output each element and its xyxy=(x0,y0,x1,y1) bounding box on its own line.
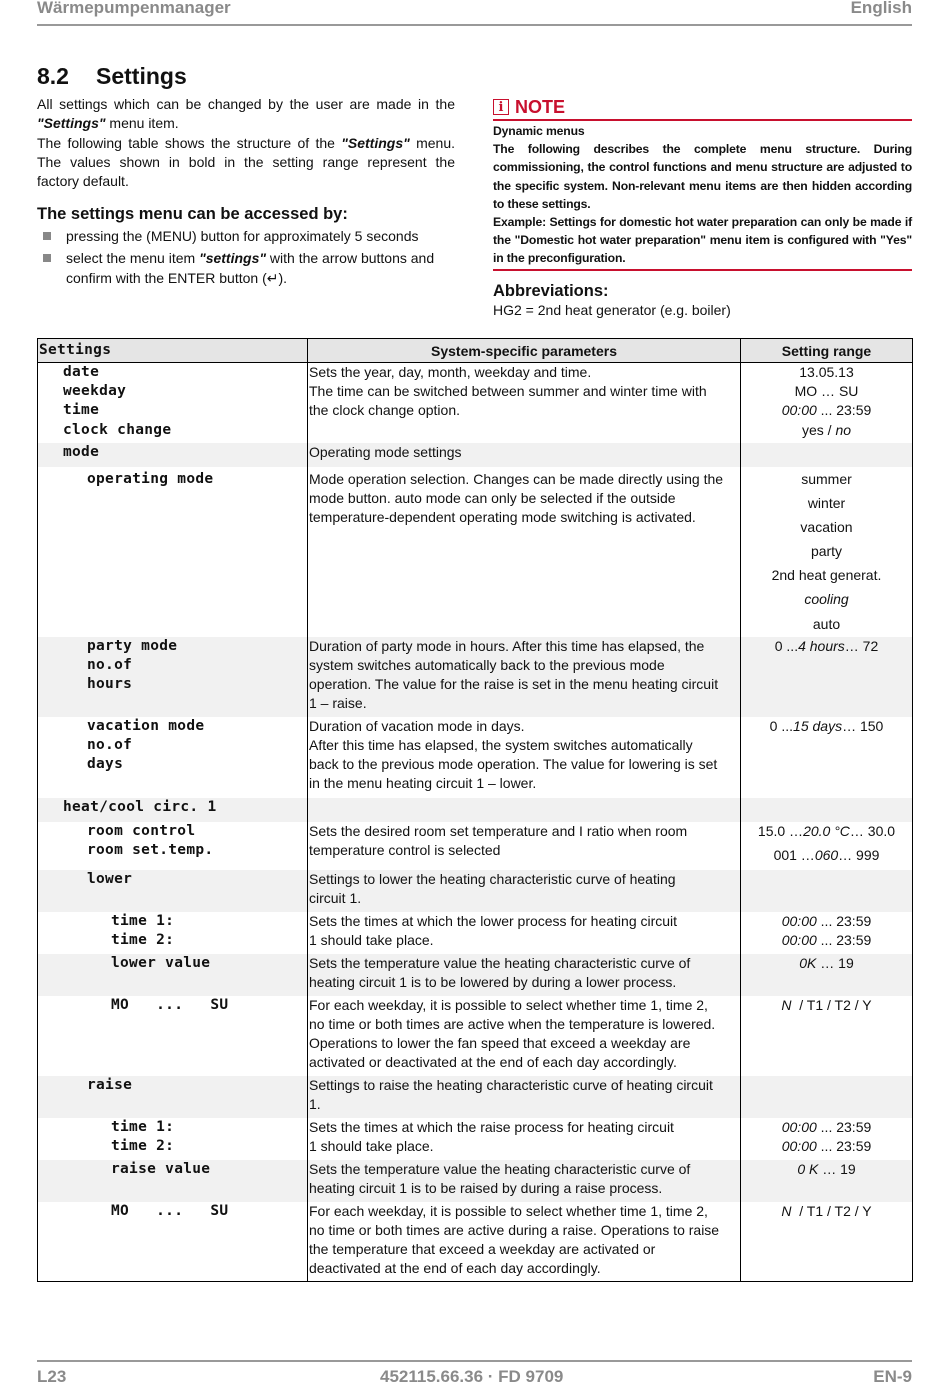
table-row xyxy=(38,1160,913,1202)
header-range: Setting range xyxy=(741,339,913,363)
note-box xyxy=(493,97,912,271)
table-row xyxy=(38,870,913,912)
menu-items: vacation mode no.of days xyxy=(38,717,308,798)
setting-range: 15.0 …20.0 °C… 30.0 001 …060… 999 xyxy=(741,822,913,870)
abbreviations xyxy=(493,282,912,320)
note-header xyxy=(493,97,912,121)
note-line: the "Domestic hot water preparation" menu item is configured with "Yes" xyxy=(493,233,912,248)
intro-line: The following table shows the structure of the "Settings" menu. xyxy=(37,134,455,151)
note-line: Example: Settings for domestic hot water preparation can only be made if xyxy=(493,215,912,230)
menu-item: lower value xyxy=(38,954,308,996)
access-heading: The settings menu can be accessed by: xyxy=(37,205,348,223)
section-heading xyxy=(37,63,187,90)
menu-item: MO ... SU xyxy=(38,1202,308,1282)
setting-range xyxy=(741,870,913,912)
description: Sets the temperature value the heating characteristic curve of heating circuit 1 is to be lowered by during a lower process. xyxy=(308,954,741,996)
table-row xyxy=(38,1118,913,1160)
table-row xyxy=(38,717,913,798)
menu-item: raise xyxy=(38,1076,308,1118)
note-line: commissioning, the control functions and menu structure are adjusted to xyxy=(493,160,912,175)
description: Sets the times at which the lower process for heating circuit 1 should take place. xyxy=(308,912,741,954)
description: Mode operation selection. Changes can be made directly using the mode button. auto mode can only be selected if the outside temperature-dependent operating mode switching is activated. xyxy=(308,467,741,637)
menu-items: room control room set.temp. xyxy=(38,822,308,870)
table-row xyxy=(38,822,913,870)
menu-item: heat/cool circ. 1 xyxy=(38,798,308,822)
intro-line: The values shown in bold in the setting range represent the xyxy=(37,153,455,170)
list-item: select the menu item "settings" with the arrow buttons and confirm with the ENTER button (↵). xyxy=(43,249,459,288)
access-list xyxy=(43,227,459,291)
header-language: English xyxy=(850,0,912,17)
note-line: the specific system. Non-relevant menu items are then hidden according xyxy=(493,178,912,193)
setting-range: 00:00 ... 23:59 00:00 ... 23:59 xyxy=(741,1118,913,1160)
menu-item: MO ... SU xyxy=(38,996,308,1076)
intro-line: All settings which can be changed by the user are made in the xyxy=(37,96,455,112)
description: For each weekday, it is possible to select whether time 1, time 2, no time or both times are active during a raise. Operations to raise the temperature that exceed a weekday are activated or deactivated at the end of each day accordingly. xyxy=(308,1202,741,1282)
description: Duration of party mode in hours. After this time has elapsed, the system switches automatically back to the previous mode operation. The value for the raise is set in the menu heating circuit 1 – raise. xyxy=(308,637,741,717)
description: Operating mode settings xyxy=(308,443,741,467)
note-line: to these settings. xyxy=(493,196,591,211)
description: Sets the desired room set temperature and I ratio when room temperature control is selected xyxy=(308,822,741,870)
description xyxy=(308,798,741,822)
header-title: Wärmepumpenmanager xyxy=(37,0,231,17)
table-row xyxy=(38,912,913,954)
setting-range: summer winter vacation party 2nd heat generat. cooling auto xyxy=(741,467,913,637)
note-body xyxy=(493,121,912,268)
setting-range: 0 K … 19 xyxy=(741,1160,913,1202)
bullet-square-icon xyxy=(43,254,51,262)
setting-range: N / T1 / T2 / Y xyxy=(741,996,913,1076)
page-header xyxy=(37,0,912,26)
menu-item: operating mode xyxy=(38,467,308,637)
description: Settings to raise the heating characteristic curve of heating circuit 1. xyxy=(308,1076,741,1118)
settings-table xyxy=(37,338,913,1282)
description: Duration of vacation mode in days. After this time has elapsed, the system switches automatically back to the previous mode operation. The value for lowering is set in the menu heating circuit 1 – lower. xyxy=(308,717,741,798)
setting-range: 0 ...4 hours… 72 xyxy=(741,637,913,717)
note-title: NOTE xyxy=(515,97,566,117)
table-row xyxy=(38,798,913,822)
setting-range: 13.05.13 MO … SU 00:00 ... 23:59 yes / no xyxy=(741,363,913,443)
menu-item: mode xyxy=(38,443,308,467)
description: For each weekday, it is possible to select whether time 1, time 2, no time or both times are active when the temperature is lowered. Operations to lower the fan speed that exceed a weekday are activated or deactivated at the end of each day accordingly. xyxy=(308,996,741,1076)
table-header-row xyxy=(38,339,913,363)
setting-range xyxy=(741,798,913,822)
note-line: The following describes the complete menu structure. During xyxy=(493,142,912,157)
setting-range: 00:00 ... 23:59 00:00 ... 23:59 xyxy=(741,912,913,954)
footer-doc-number: 452115.66.36 · FD 9709 xyxy=(380,1367,564,1386)
note-subtitle: Dynamic menus xyxy=(493,124,585,138)
table-row xyxy=(38,954,913,996)
description: Settings to lower the heating characteristic curve of heating circuit 1. xyxy=(308,870,741,912)
footer-page-number: EN-9 xyxy=(873,1367,912,1386)
list-item: pressing the (MENU) button for approximately 5 seconds xyxy=(43,227,459,246)
description: Sets the times at which the raise process for heating circuit 1 should take place. xyxy=(308,1118,741,1160)
page-footer xyxy=(37,1360,912,1386)
description: Sets the year, day, month, weekday and time. The time can be switched between summer and winter time with the clock change option. xyxy=(308,363,741,443)
intro-line: "Settings" menu item. xyxy=(37,115,179,132)
section-number: 8.2 xyxy=(37,63,69,89)
table-row xyxy=(38,637,913,717)
abbreviations-text: HG2 = 2nd heat generator (e.g. boiler) xyxy=(493,302,731,318)
menu-items: time 1: time 2: xyxy=(38,1118,308,1160)
menu-item: lower xyxy=(38,870,308,912)
table-row xyxy=(38,1202,913,1282)
setting-range xyxy=(741,1076,913,1118)
menu-item: raise value xyxy=(38,1160,308,1202)
note-divider xyxy=(493,269,912,271)
table-row xyxy=(38,1076,913,1118)
table-row xyxy=(38,363,913,443)
table-row xyxy=(38,467,913,637)
table-row xyxy=(38,996,913,1076)
menu-items: date weekday time clock change xyxy=(38,363,308,443)
bullet-square-icon xyxy=(43,232,51,240)
intro-text xyxy=(37,95,455,191)
header-settings: Settings xyxy=(38,339,308,363)
setting-range: N / T1 / T2 / Y xyxy=(741,1202,913,1282)
setting-range xyxy=(741,443,913,467)
setting-range: 0 ...15 days… 150 xyxy=(741,717,913,798)
description: Sets the temperature value the heating characteristic curve of heating circuit 1 is to be raised by during a raise process. xyxy=(308,1160,741,1202)
header-parameters: System-specific parameters xyxy=(308,339,741,363)
note-line: in the preconfiguration. xyxy=(493,251,626,266)
setting-range: 0K … 19 xyxy=(741,954,913,996)
menu-items: party mode no.of hours xyxy=(38,637,308,717)
footer-left: L23 xyxy=(37,1367,67,1386)
abbreviations-title: Abbreviations: xyxy=(493,282,609,300)
info-icon: i xyxy=(493,99,509,115)
section-title: Settings xyxy=(96,63,187,89)
intro-line: factory default. xyxy=(37,173,129,190)
menu-items: time 1: time 2: xyxy=(38,912,308,954)
table-row xyxy=(38,443,913,467)
